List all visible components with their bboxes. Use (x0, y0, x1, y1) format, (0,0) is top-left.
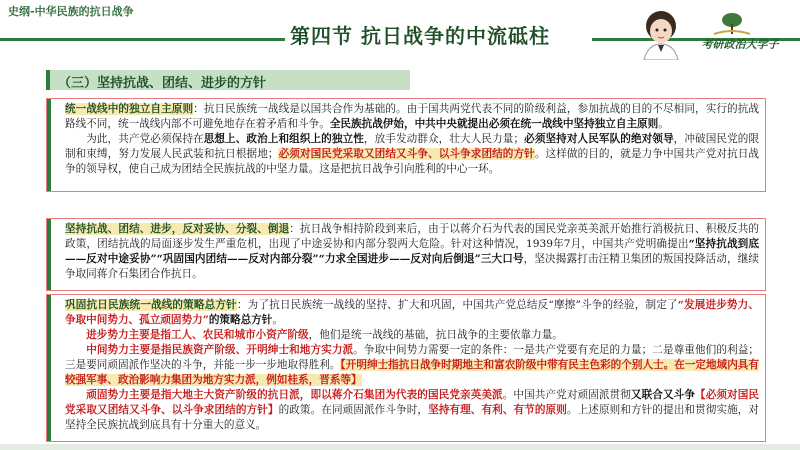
section-title: （三）坚持抗战、团结、进步的方针 (58, 76, 267, 91)
box3-paragraph-1: 巩固抗日民族统一战线的策略总方针：为了抗日民族统一战线的坚持、扩大和巩固，中国共产党总结反“摩擦”斗争的经验，制定了“发展进步势力、争取中间势力、孤立顽固势力”的策略总方针。 (65, 299, 760, 326)
box1-heading: 统一战线中的独立自主原则 (65, 103, 194, 115)
footer-strip (0, 444, 800, 450)
box3-paragraph-4: 顽固势力主要是指大地主大资产阶级的抗日派，即以蒋介石集团为代表的国民党亲英美派。中国共产党对顽固派贯彻又联合又斗争【必须对国民党采取又团结又斗争、以斗争求团结的方针】的政策。在同顽固派作斗争时，坚持有理、有利、有节的原则。上述原则和方针的提出和贯彻实施，对坚持全民族抗战到底具有十分重大的意义。 (65, 389, 760, 431)
box-accent (47, 219, 51, 290)
box2-paragraph: 坚持抗战、团结、进步，反对妥协、分裂、倒退：抗日战争相持阶段到来后，由于以蒋介石为代表的国民党亲英美派开始推行消极抗日、积极反共的政策，团结抗战的局面逐步发生严重危机，出现了中途妥协和内部分裂两大危险。针对这种情况，1939年7月，中国共产党明确提出“坚持抗战到底——反对中途妥协”“巩固国内团结——反对内部分裂”“力求全国进步——反对向后倒退”三大口号，坚决揭露打击汪精卫集团的叛国投降活动，继续争取同蒋介石集团合作抗日。 (65, 223, 760, 280)
teacher-avatar (636, 8, 686, 60)
page-title: 第四节 抗日战争的中流砥柱 (290, 24, 550, 48)
tree-logo-icon (690, 10, 790, 38)
box3-heading: 巩固抗日民族统一战线的策略总方针 (65, 299, 237, 311)
strategy-box (46, 294, 766, 442)
box-accent (47, 295, 51, 441)
three-slogans-box (46, 218, 766, 291)
box1-paragraph-1: 统一战线中的独立自主原则：抗日民族统一战线是以国共合作为基础的。由于国共两党代表不同的阶级利益，参加抗战的目的不尽相同，实行的抗战路线不同，统一战线内部不可避免地存在着矛盾和斗争。全民族抗战伊始，中共中央就提出必须在统一战线中坚持独立自主原则。 (65, 103, 759, 130)
box3-paragraph-3: 中间势力主要是指民族资产阶级、开明绅士和地方实力派。争取中间势力需要一定的条件：一是共产党要有充足的力量；二是尊重他们的利益；三是要同顽固派作坚决的斗争，并能一步一步地取得胜利。【开明绅士指抗日战争时期地主和富农阶级中带有民主色彩的个别人士。在一定地域内具有较强军事、政治影响力集团为地方实力派，例如桂系，晋系等】 (65, 344, 760, 386)
box-accent (47, 99, 51, 191)
breadcrumb: 史纲-中华民族的抗日战争 (8, 5, 134, 18)
brand-logo (690, 10, 790, 60)
box1-paragraph-2: 为此，共产党必须保持在思想上、政治上和组织上的独立性，放手发动群众，壮大人民力量；必须坚持对人民军队的绝对领导，冲破国民党的限制和束缚，努力发展人民武装和抗日根据地；必须对国民党采取又团结又斗争、以斗争求团结的方针。这样做的目的，就是力争中国共产党对抗日战争的领导权，使自己成为团结全民族抗战的中坚力量。这是把抗日战争引向胜利的中心一环。 (65, 133, 760, 175)
section-tab (46, 70, 410, 90)
brand-text: 考研政治大学子 (701, 38, 779, 51)
box3-paragraph-2: 进步势力主要是指工人、农民和城市小资产阶级，他们是统一战线的基础，抗日战争的主要依靠力量。 (86, 329, 563, 341)
title-rule-left (0, 38, 285, 41)
box2-heading: 坚持抗战、团结、进步，反对妥协、分裂、倒退 (65, 223, 290, 235)
independence-principle-box (46, 98, 766, 192)
